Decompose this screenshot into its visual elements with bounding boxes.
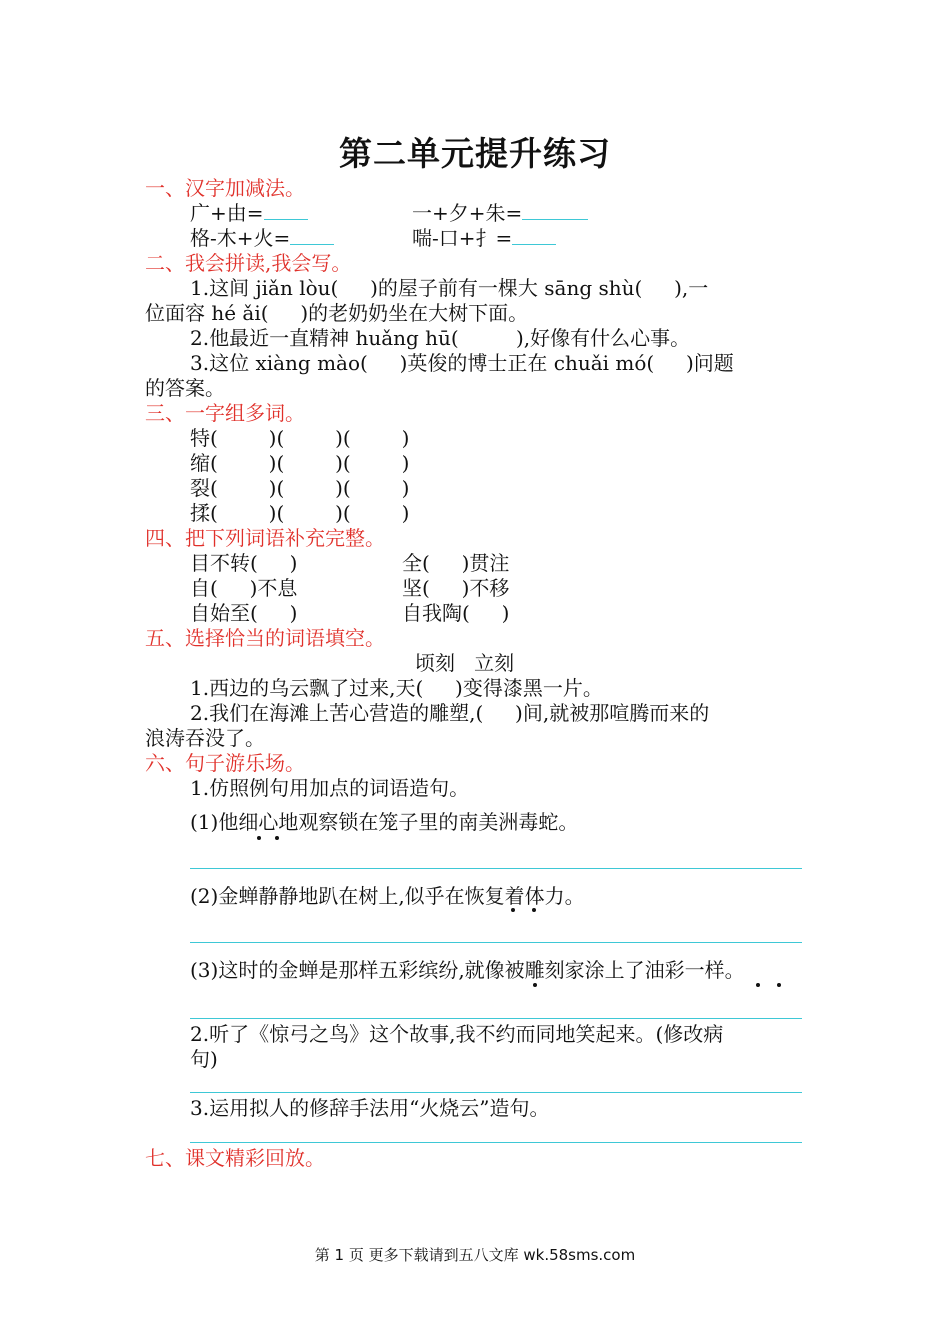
idiom-item: 自我陶( ) — [402, 601, 510, 625]
q2-text: 一+夕+朱= — [412, 201, 523, 225]
s2-line-2: 位面容 hé ǎi( )的老奶奶坐在大树下面。 — [145, 301, 529, 325]
idiom-item: 自始至( ) — [190, 601, 298, 625]
idiom-item: 坚( )不移 — [402, 576, 510, 600]
q3-text: 格-木+火= — [190, 226, 291, 250]
section-5-heading: 五、选择恰当的词语填空。 — [145, 626, 385, 650]
word-row: 揉( )( )( ) — [190, 501, 410, 525]
s5-line-1: 1.西边的乌云飘了过来,天( )变得漆黑一片。 — [190, 676, 603, 700]
answer-blank[interactable] — [522, 201, 588, 220]
idiom-item: 目不转( ) — [190, 551, 298, 575]
page-title: 第二单元提升练习 — [339, 134, 611, 173]
q3 — [190, 226, 334, 250]
example-sentence-2: (2)金蝉静静地趴在树上,似乎在恢复着体力。 — [190, 884, 585, 908]
idiom-item: 自( )不息 — [190, 576, 298, 600]
s6-task-3: 3.运用拟人的修辞手法用“火烧云”造句。 — [190, 1096, 550, 1120]
q4 — [412, 226, 556, 250]
answer-line[interactable] — [190, 1142, 802, 1143]
emphasis-dot — [532, 908, 536, 912]
word-options: 顷刻 立刻 — [415, 651, 515, 675]
idiom-item: 全( )贯注 — [402, 551, 510, 575]
s2-line-1: 1.这间 jiǎn lòu( )的屋子前有一棵大 sāng shù( ),一 — [190, 276, 709, 300]
answer-blank[interactable] — [512, 226, 556, 245]
emphasis-dot — [275, 836, 279, 840]
section-7-heading: 七、课文精彩回放。 — [145, 1146, 325, 1170]
s6-task-2: 2.听了《惊弓之鸟》这个故事,我不约而同地笑起来。(修改病 — [190, 1022, 724, 1046]
example-sentence-1: (1)他细心地观察锁在笼子里的南美洲毒蛇。 — [190, 810, 579, 834]
answer-blank[interactable] — [264, 201, 308, 220]
page-footer: 第 1 页 更多下载请到五八文库 wk.58sms.com — [314, 1246, 636, 1264]
section-4-heading: 四、把下列词语补充完整。 — [145, 526, 385, 550]
s2-line-4: 3.这位 xiàng mào( )英俊的博士正在 chuǎi mó( )问题 — [190, 351, 734, 375]
answer-line[interactable] — [190, 1018, 802, 1019]
q2 — [412, 201, 588, 225]
example-sentence-3: (3)这时的金蝉是那样五彩缤纷,就像被雕刻家涂上了油彩一样。 — [190, 958, 745, 982]
section-1-heading: 一、汉字加减法。 — [145, 176, 305, 200]
answer-line[interactable] — [190, 942, 802, 943]
q1-text: 广+由= — [190, 201, 264, 225]
emphasis-dot — [257, 836, 261, 840]
answer-blank[interactable] — [290, 226, 334, 245]
s5-line-2: 2.我们在海滩上苦心营造的雕塑,( )间,就被那喧腾而来的 — [190, 701, 710, 725]
section-2-heading: 二、我会拼读,我会写。 — [145, 251, 352, 275]
section-3-heading: 三、一字组多词。 — [145, 401, 305, 425]
section-6-heading: 六、句子游乐场。 — [145, 751, 305, 775]
answer-line[interactable] — [190, 1092, 802, 1093]
s2-line-3: 2.他最近一直精神 huǎng hū( ),好像有什么心事。 — [190, 326, 691, 350]
word-row: 缩( )( )( ) — [190, 451, 410, 475]
word-row: 特( )( )( ) — [190, 426, 410, 450]
word-row: 裂( )( )( ) — [190, 476, 410, 500]
answer-line[interactable] — [190, 868, 802, 869]
emphasis-dot — [777, 983, 781, 987]
q1 — [190, 201, 308, 225]
emphasis-dot — [756, 983, 760, 987]
s5-line-3: 浪涛吞没了。 — [145, 726, 265, 750]
emphasis-dot — [511, 908, 515, 912]
s6-instruction: 1.仿照例句用加点的词语造句。 — [190, 776, 470, 800]
s2-line-5: 的答案。 — [145, 376, 225, 400]
emphasis-dot — [533, 983, 537, 987]
q4-text: 喘-口+扌= — [412, 226, 513, 250]
s6-task-2-cont: 句) — [190, 1047, 218, 1071]
